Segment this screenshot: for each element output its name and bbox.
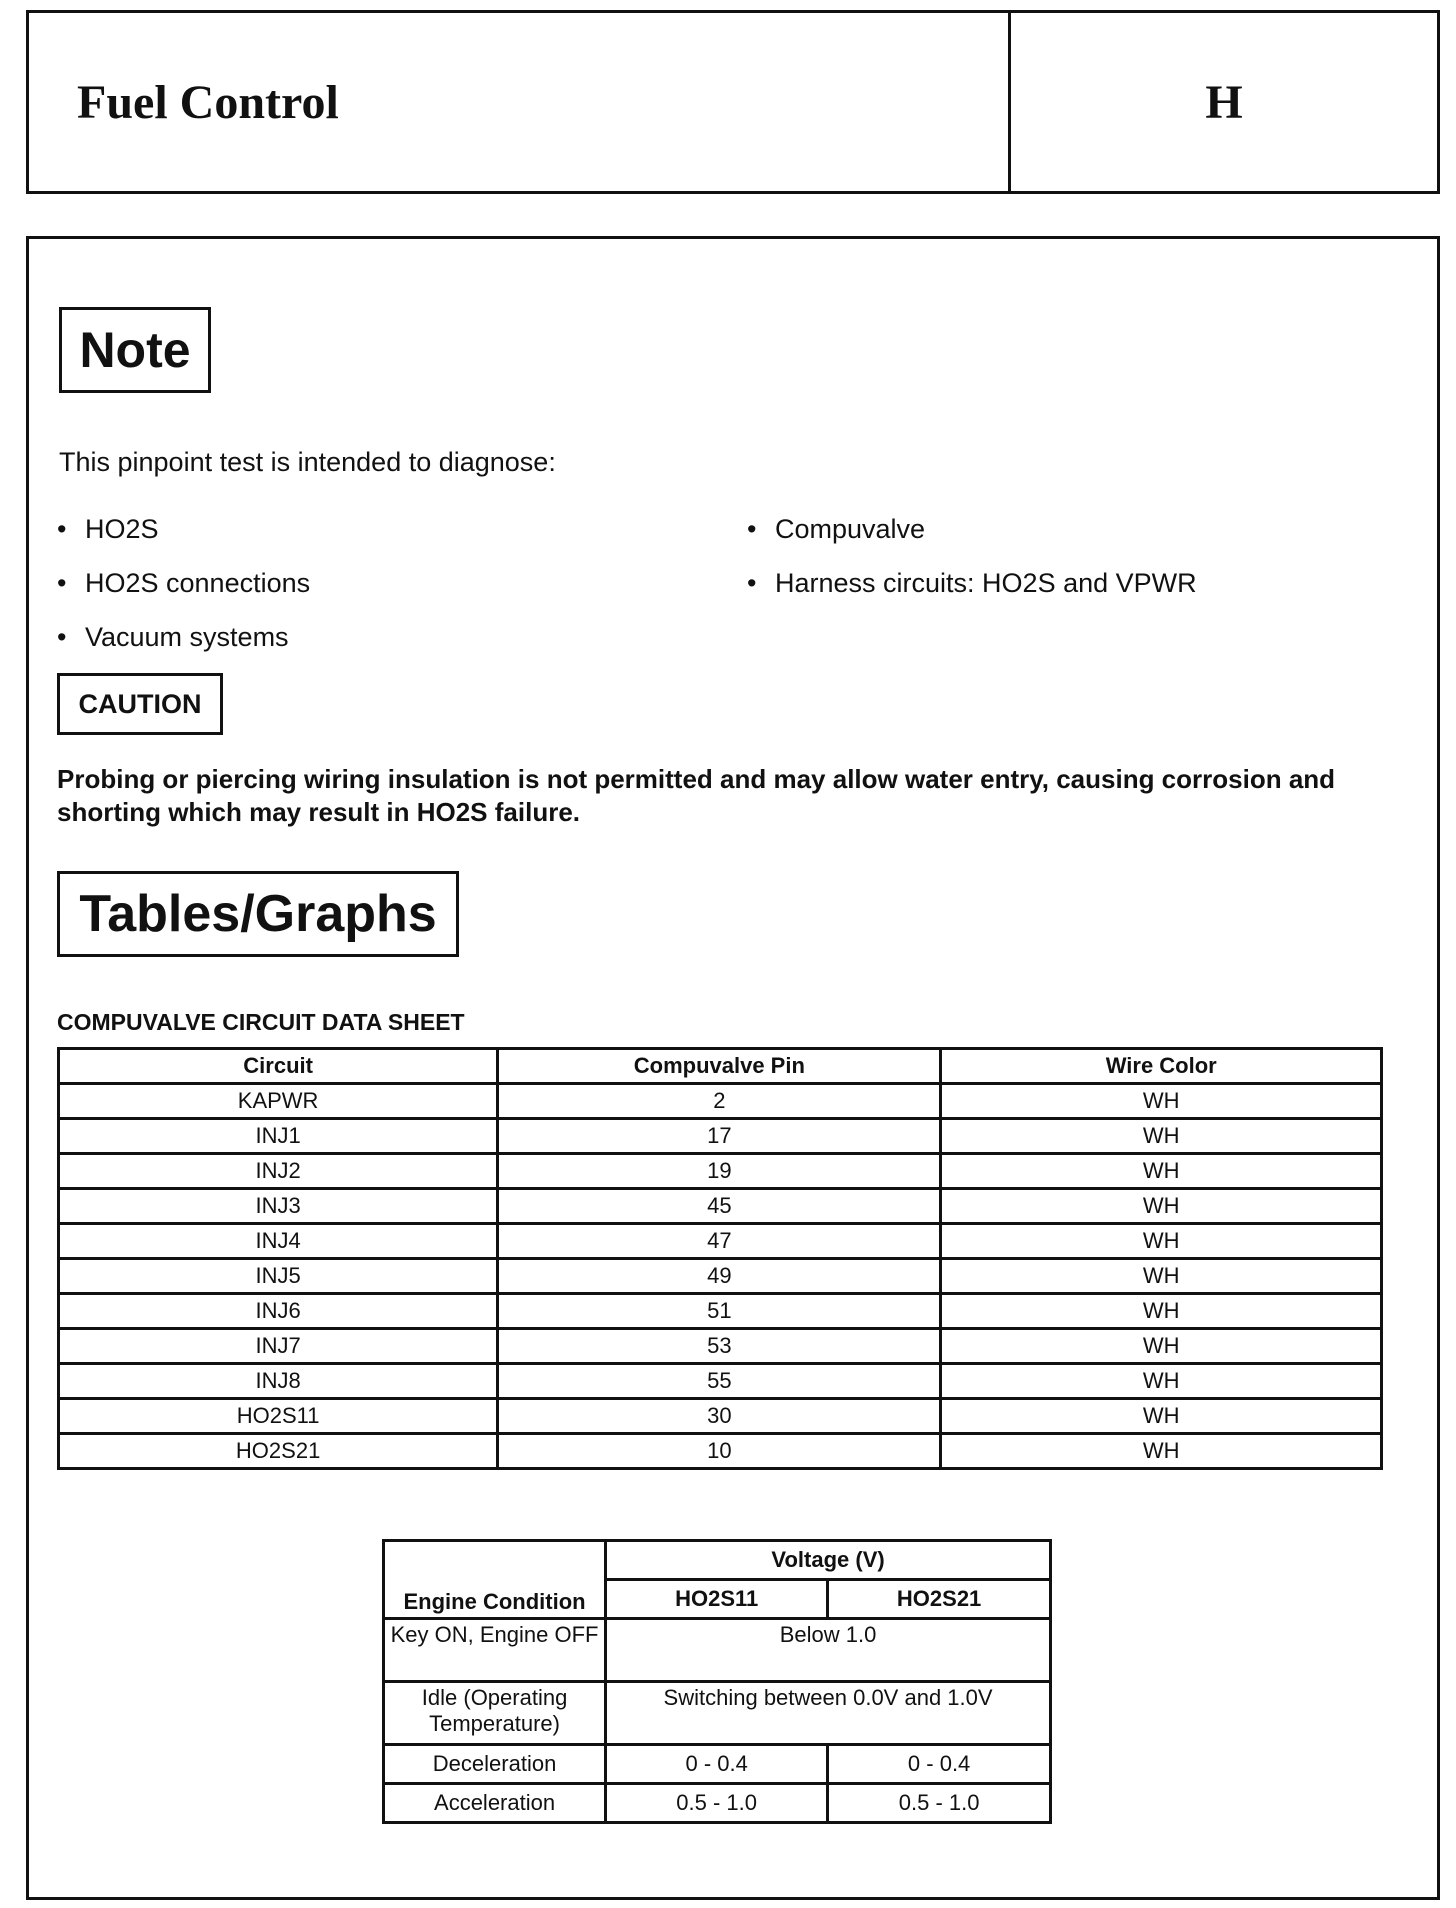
note-intro: This pinpoint test is intended to diagnose:	[59, 447, 556, 477]
list-item	[747, 563, 1197, 617]
table-row	[384, 1541, 1051, 1580]
page-title: Fuel Control	[29, 13, 1011, 191]
table-row	[59, 1294, 1382, 1329]
table-row	[59, 1189, 1382, 1224]
bullet-text: Harness circuits: HO2S and VPWR	[775, 568, 1197, 598]
circuit-cell: INJ5	[59, 1259, 498, 1294]
voltage-cell: 0 - 0.4	[606, 1745, 828, 1784]
caution-heading: CAUTION	[57, 673, 223, 735]
bullet-icon: •	[57, 514, 67, 544]
bullet-icon: •	[747, 514, 757, 544]
voltage-cell: 0.5 - 1.0	[606, 1784, 828, 1823]
column-header-ho2s21: HO2S21	[828, 1580, 1051, 1619]
voltage-cell: Switching between 0.0V and 1.0V	[606, 1682, 1051, 1745]
wire-color-cell: WH	[941, 1364, 1382, 1399]
list-item	[747, 509, 1197, 563]
table-row	[59, 1084, 1382, 1119]
data-sheet-title: COMPUVALVE CIRCUIT DATA SHEET	[57, 1009, 465, 1035]
column-header-ho2s11: HO2S11	[606, 1580, 828, 1619]
table-row	[59, 1224, 1382, 1259]
condition-cell: Acceleration	[384, 1784, 606, 1823]
list-item	[57, 509, 310, 563]
table-row	[59, 1119, 1382, 1154]
caution-text: Probing or piercing wiring insulation is not permitted and may allow water entry, causing corrosion and shorting which may result in HO2S failure.	[57, 764, 1336, 827]
list-item	[57, 617, 310, 671]
pin-cell: 55	[498, 1364, 941, 1399]
pin-cell: 53	[498, 1329, 941, 1364]
condition-cell: Key ON, Engine OFF	[384, 1619, 606, 1682]
pin-cell: 17	[498, 1119, 941, 1154]
table-row	[59, 1364, 1382, 1399]
circuit-cell: HO2S11	[59, 1399, 498, 1434]
circuit-cell: KAPWR	[59, 1084, 498, 1119]
wire-color-cell: WH	[941, 1294, 1382, 1329]
note-heading: Note	[59, 307, 211, 393]
condition-cell: Idle (Operating Temperature)	[384, 1682, 606, 1745]
bullet-icon: •	[57, 568, 67, 598]
voltage-cell: 0 - 0.4	[828, 1745, 1051, 1784]
main-panel	[26, 236, 1440, 1900]
circuit-cell: INJ6	[59, 1294, 498, 1329]
bullet-icon: •	[747, 568, 757, 598]
page-header	[26, 10, 1440, 194]
table-row	[59, 1259, 1382, 1294]
wire-color-cell: WH	[941, 1434, 1382, 1469]
table-row	[59, 1399, 1382, 1434]
condition-cell: Deceleration	[384, 1745, 606, 1784]
bullet-text: Vacuum systems	[85, 622, 289, 652]
wire-color-cell: WH	[941, 1399, 1382, 1434]
column-header-engine-condition: Engine Condition	[384, 1541, 606, 1619]
circuit-table-body	[59, 1084, 1382, 1469]
table-row	[384, 1745, 1051, 1784]
pin-cell: 47	[498, 1224, 941, 1259]
circuit-cell: INJ3	[59, 1189, 498, 1224]
column-header-wire-color: Wire Color	[941, 1049, 1382, 1084]
pin-cell: 2	[498, 1084, 941, 1119]
column-header-voltage: Voltage (V)	[606, 1541, 1051, 1580]
circuit-cell: INJ7	[59, 1329, 498, 1364]
pin-cell: 49	[498, 1259, 941, 1294]
column-header-pin: Compuvalve Pin	[498, 1049, 941, 1084]
wire-color-cell: WH	[941, 1154, 1382, 1189]
table-header-row	[59, 1049, 1382, 1084]
circuit-cell: INJ8	[59, 1364, 498, 1399]
wire-color-cell: WH	[941, 1224, 1382, 1259]
bullet-text: Compuvalve	[775, 514, 926, 544]
column-header-circuit: Circuit	[59, 1049, 498, 1084]
bullet-text: HO2S connections	[85, 568, 311, 598]
wire-color-cell: WH	[941, 1259, 1382, 1294]
bullet-icon: •	[57, 622, 67, 652]
circuit-cell: HO2S21	[59, 1434, 498, 1469]
pin-cell: 51	[498, 1294, 941, 1329]
table-row	[59, 1154, 1382, 1189]
pin-cell: 10	[498, 1434, 941, 1469]
voltage-cell: Below 1.0	[606, 1619, 1051, 1682]
wire-color-cell: WH	[941, 1329, 1382, 1364]
circuit-cell: INJ4	[59, 1224, 498, 1259]
circuit-cell: INJ2	[59, 1154, 498, 1189]
wire-color-cell: WH	[941, 1119, 1382, 1154]
table-row	[384, 1784, 1051, 1823]
bullet-list-left	[57, 509, 310, 671]
bullet-list-right	[747, 509, 1197, 617]
list-item	[57, 563, 310, 617]
circuit-cell: INJ1	[59, 1119, 498, 1154]
pin-cell: 19	[498, 1154, 941, 1189]
voltage-cell: 0.5 - 1.0	[828, 1784, 1051, 1823]
pin-cell: 45	[498, 1189, 941, 1224]
section-code: H	[1205, 75, 1243, 129]
table-row	[59, 1329, 1382, 1364]
pin-cell: 30	[498, 1399, 941, 1434]
voltage-table	[382, 1539, 1052, 1824]
table-row	[384, 1619, 1051, 1682]
wire-color-cell: WH	[941, 1084, 1382, 1119]
table-row	[59, 1434, 1382, 1469]
wire-color-cell: WH	[941, 1189, 1382, 1224]
circuit-data-table	[57, 1047, 1383, 1470]
tables-graphs-heading: Tables/Graphs	[57, 871, 459, 957]
table-row	[384, 1682, 1051, 1745]
bullet-text: HO2S	[85, 514, 159, 544]
